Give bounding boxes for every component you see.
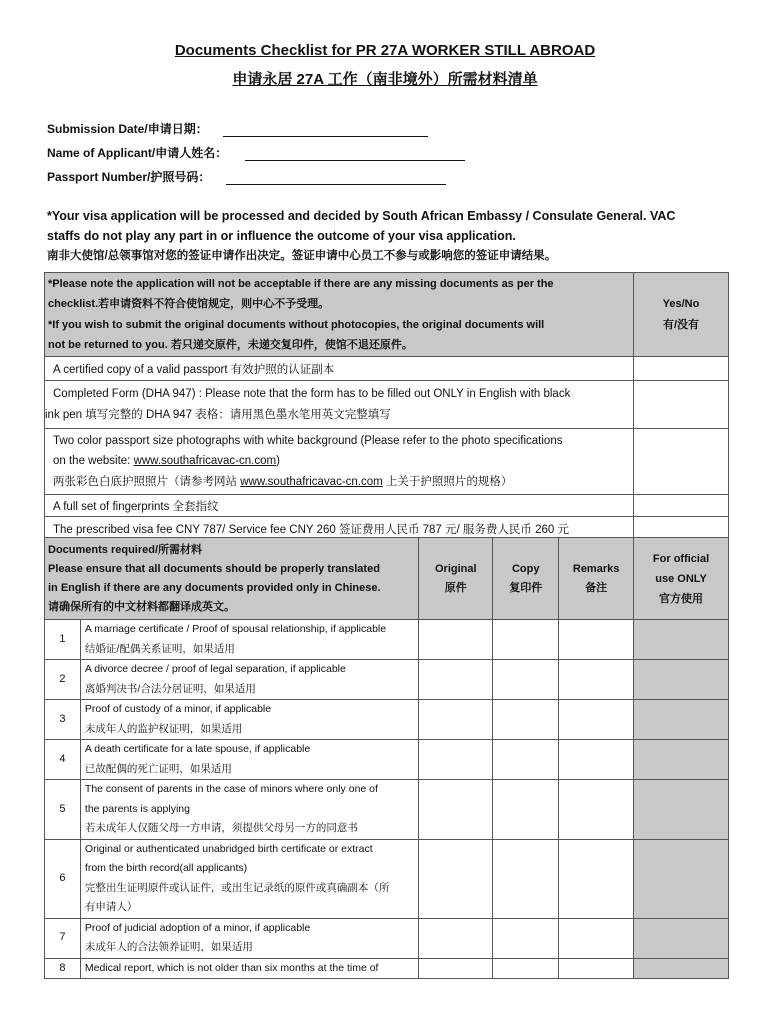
website-suffix: ) xyxy=(276,455,280,468)
original-cell[interactable] xyxy=(419,918,493,958)
submission-date-field xyxy=(47,120,428,137)
item-description xyxy=(80,780,418,840)
checklist-row-text: The prescribed visa fee CNY 787/ Service fee CNY 260 签证费用人民币 787 元/ 服务费人民币 260 元 xyxy=(53,523,569,536)
checklist-row-text: Two color passport size photographs with white background (Please refer to the photo specifications xyxy=(53,434,563,447)
notice-line-1: *Your visa application will be processed and decided by South African Embassy / Consulate General. VAC xyxy=(47,209,676,223)
item-number: 4 xyxy=(45,740,81,780)
table-row xyxy=(45,918,729,958)
remarks-label: Remarks xyxy=(572,562,620,575)
checklist-row xyxy=(45,495,634,517)
official-cell xyxy=(634,918,729,958)
official-label-3: 官方使用 xyxy=(659,592,704,605)
yes-no-cell[interactable] xyxy=(633,381,728,429)
original-cell[interactable] xyxy=(419,620,493,660)
item-description-line: A death certificate for a late spouse, if applicable xyxy=(84,743,311,755)
original-cell[interactable] xyxy=(419,839,493,918)
checklist-row-text: Completed Form (DHA 947) : Please note that the form has to be filled out ONLY in English with black xyxy=(53,387,571,400)
copy-cell[interactable] xyxy=(493,620,559,660)
documents-required-table xyxy=(44,537,729,979)
website-prefix: on the website: xyxy=(53,455,134,468)
website-link-cn[interactable]: www.southafricavac-cn.com xyxy=(240,475,383,488)
table-row xyxy=(45,958,729,979)
copy-label-cn: 复印件 xyxy=(509,581,543,594)
checklist-table xyxy=(44,272,729,541)
item-number: 7 xyxy=(45,918,81,958)
official-cell xyxy=(634,780,729,840)
original-cell[interactable] xyxy=(419,660,493,700)
checklist-row xyxy=(45,357,634,381)
document-title-cn: 申请永居 27A 工作（南非境外）所需材料清单 xyxy=(232,71,538,88)
remarks-label-cn: 备注 xyxy=(585,581,608,594)
official-cell xyxy=(634,740,729,780)
official-use-header xyxy=(634,538,729,620)
remarks-cell[interactable] xyxy=(559,918,634,958)
yes-no-cell[interactable] xyxy=(633,357,728,381)
remarks-cell[interactable] xyxy=(559,839,634,918)
checklist-row xyxy=(45,429,634,495)
item-description-line: A marriage certificate / Proof of spousal relationship, if applicable xyxy=(84,623,387,635)
original-cell[interactable] xyxy=(419,958,493,979)
item-description-line: Medical report, which is not older than six months at the time of xyxy=(84,961,379,974)
item-number: 5 xyxy=(45,780,81,840)
yes-no-label: Yes/No xyxy=(662,297,700,310)
copy-cell[interactable] xyxy=(493,780,559,840)
official-cell xyxy=(634,660,729,700)
copy-cell[interactable] xyxy=(493,958,559,979)
item-description xyxy=(80,740,418,780)
table-row xyxy=(45,780,729,840)
item-description-line: 若未成年人仅随父母一方申请，须提供父母另一方的同意书 xyxy=(84,822,358,834)
yes-no-header xyxy=(633,273,728,357)
table-row xyxy=(45,660,729,700)
item-description-line: from the birth record(all applicants) xyxy=(84,862,248,874)
item-number: 8 xyxy=(45,958,81,979)
original-header xyxy=(419,538,493,620)
yes-no-cell[interactable] xyxy=(633,495,728,517)
item-description-line: 有申请人） xyxy=(84,901,138,913)
item-description xyxy=(80,839,418,918)
header-note-3: *If you wish to submit the original documents without photocopies, the original documents will xyxy=(48,318,545,331)
checklist-row-text-3 xyxy=(53,472,625,493)
header-note-4: not be returned to you. 若只递交原件，未递交复印件，使馆不退还原件。 xyxy=(48,339,413,351)
document-title-en: Documents Checklist for PR 27A WORKER STILL ABROAD xyxy=(174,42,596,59)
table-row xyxy=(45,740,729,780)
item-number: 2 xyxy=(45,660,81,700)
remarks-cell[interactable] xyxy=(559,620,634,660)
official-cell xyxy=(634,958,729,979)
table-row xyxy=(45,839,729,918)
item-description xyxy=(80,700,418,740)
checklist-row-text: A full set of fingerprints 全套指纹 xyxy=(53,500,219,513)
website-suffix-cn: 上关于护照照片的规格） xyxy=(382,475,513,488)
table-row xyxy=(45,620,729,660)
checklist-row-text-2: ink pen 填写完整的 DHA 947 表格：请用黑色墨水笔用英文完整填写 xyxy=(45,408,391,421)
applicant-name-field xyxy=(47,144,465,161)
yes-no-label-cn: 有/没有 xyxy=(662,318,700,331)
req-note-1: Please ensure that all documents should be properly translated xyxy=(48,562,380,575)
checklist-row-text: A certified copy of a valid passport 有效护照的认证副本 xyxy=(53,363,335,376)
original-label: Original xyxy=(435,562,477,575)
original-label-cn: 原件 xyxy=(444,581,467,594)
notice-line-2: staffs do not play any part in or influence the outcome of your visa application. xyxy=(47,229,516,243)
remarks-cell[interactable] xyxy=(559,700,634,740)
req-note-2: in English if there are any documents provided only in Chinese. xyxy=(48,581,381,594)
documents-required-header xyxy=(45,538,419,620)
item-description-line: 已故配偶的死亡证明，如果适用 xyxy=(84,762,232,775)
checklist-row xyxy=(45,381,634,429)
copy-header xyxy=(493,538,559,620)
yes-no-cell[interactable] xyxy=(633,429,728,495)
copy-cell[interactable] xyxy=(493,918,559,958)
copy-label: Copy xyxy=(511,562,540,575)
item-description xyxy=(80,620,418,660)
item-number: 6 xyxy=(45,839,81,918)
official-label-1: For official xyxy=(652,552,710,565)
item-description xyxy=(80,918,418,958)
checklist-row-text-2 xyxy=(53,451,625,472)
remarks-cell[interactable] xyxy=(559,660,634,700)
item-description-line: 未成年人的合法领养证明，如果适用 xyxy=(84,941,253,953)
official-cell xyxy=(634,700,729,740)
item-description-line: 结婚证/配偶关系证明，如果适用 xyxy=(84,642,235,655)
remarks-cell[interactable] xyxy=(559,958,634,979)
item-number: 1 xyxy=(45,620,81,660)
official-label-2: use ONLY xyxy=(655,572,707,585)
submission-date-line[interactable] xyxy=(223,124,428,137)
copy-cell[interactable] xyxy=(493,700,559,740)
copy-cell[interactable] xyxy=(493,660,559,700)
item-description-line: The consent of parents in the case of minors where only one of xyxy=(84,783,378,795)
item-description-line: A divorce decree / proof of legal separation, if applicable xyxy=(84,663,346,675)
official-cell xyxy=(634,620,729,660)
notice xyxy=(47,206,727,266)
notice-line-3: 南非大使馆/总领事馆对您的签证申请作出决定。签证申请中心员工不参与或影响您的签证申请结果。 xyxy=(47,250,557,262)
website-prefix-cn: 两张彩色白底护照照片（请参考网站 xyxy=(53,475,241,488)
table-row xyxy=(45,700,729,740)
remarks-cell[interactable] xyxy=(559,740,634,780)
copy-cell[interactable] xyxy=(493,839,559,918)
remarks-header xyxy=(559,538,634,620)
applicant-name-line[interactable] xyxy=(245,148,465,161)
item-description-line: 离婚判决书/合法分居证明，如果适用 xyxy=(84,682,256,695)
submission-date-label: Submission Date/申请日期： xyxy=(47,122,208,136)
header-note-1: *Please note the application will not be acceptable if there are any missing documents as per the xyxy=(48,277,554,290)
applicant-name-label: Name of Applicant/申请人姓名： xyxy=(47,146,228,160)
item-number: 3 xyxy=(45,700,81,740)
req-title: Documents required/所需材料 xyxy=(48,543,203,556)
item-description-line: 未成年人的监护权证明，如果适用 xyxy=(84,722,243,735)
passport-number-label: Passport Number/护照号码： xyxy=(47,170,211,184)
original-cell[interactable] xyxy=(419,740,493,780)
original-cell[interactable] xyxy=(419,780,493,840)
header-note-2: checklist.若申请资料不符合使馆规定，则中心不予受理。 xyxy=(48,298,330,310)
item-description-line: Proof of judicial adoption of a minor, if applicable xyxy=(84,921,311,934)
remarks-cell[interactable] xyxy=(559,780,634,840)
website-link[interactable]: www.southafricavac-cn.com xyxy=(133,455,277,468)
item-description-line: 完整出生证明原件或认证件，或出生记录纸的原件或真确副本（所 xyxy=(84,881,390,894)
req-note-3: 请确保所有的中文材料都翻译成英文。 xyxy=(48,600,235,613)
official-cell xyxy=(634,839,729,918)
item-description-line: Proof of custody of a minor, if applicable xyxy=(84,703,272,715)
copy-cell[interactable] xyxy=(493,740,559,780)
passport-number-line[interactable] xyxy=(226,172,446,185)
item-description xyxy=(80,958,418,979)
item-description-line: Original or authenticated unabridged birth certificate or extract xyxy=(84,842,373,855)
original-cell[interactable] xyxy=(419,700,493,740)
checklist-header-notes xyxy=(45,273,634,357)
item-description xyxy=(80,660,418,700)
passport-number-field xyxy=(47,168,446,185)
item-description-line: the parents is applying xyxy=(84,802,190,815)
